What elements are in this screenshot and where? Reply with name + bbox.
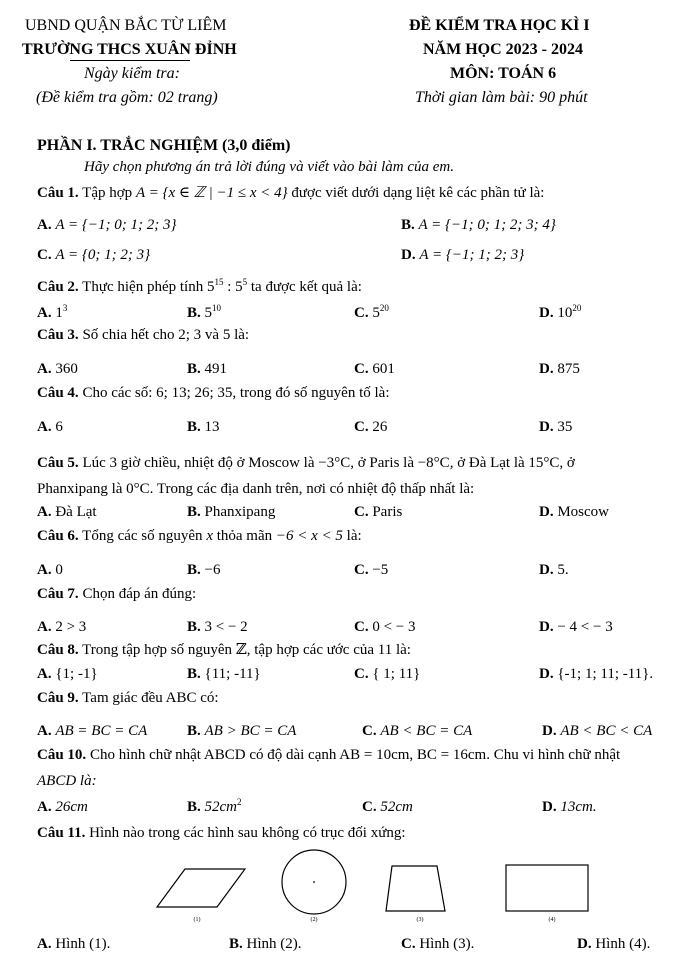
q1-option-d: D. A = {−1; 1; 2; 3} bbox=[401, 247, 525, 263]
q1-option-b: B. A = {−1; 0; 1; 2; 3; 4} bbox=[401, 217, 556, 233]
q6-option-b: B. −6 bbox=[187, 562, 221, 578]
q2-option-c: C. $5^{20}$ bbox=[354, 303, 389, 321]
question-9: Câu 9. Tam giác đều ABC có: bbox=[37, 690, 219, 706]
q11-option-d: D. Hình (4). bbox=[577, 936, 651, 952]
duration: Thời gian làm bài: 90 phút bbox=[415, 89, 588, 106]
q11-option-b: B. Hình (2). bbox=[229, 936, 302, 952]
exam-date: Ngày kiểm tra: bbox=[84, 65, 180, 82]
q10-option-c: C. 52cm bbox=[362, 799, 413, 815]
q11-option-a: A. Hình (1). bbox=[37, 936, 111, 952]
q9-option-c: C. AB < BC = CA bbox=[362, 723, 473, 739]
figure-4-rectangle bbox=[506, 865, 588, 911]
q1-label: Câu 1. bbox=[37, 185, 79, 201]
question-7: Câu 7. Chọn đáp án đúng: bbox=[37, 586, 197, 602]
q10-option-d: D. 13cm. bbox=[542, 799, 597, 815]
q8-option-c: C. { 1; 11} bbox=[354, 666, 421, 682]
q1-option-c: C. A = {0; 1; 2; 3} bbox=[37, 247, 151, 263]
q7-option-a: A. 2 > 3 bbox=[37, 619, 87, 635]
question-8: Câu 8. Trong tập hợp số nguyên ℤ, tập hợp các ước của 11 là: bbox=[37, 642, 411, 658]
q4-option-d: D. 35 bbox=[539, 419, 573, 435]
figure-4-label: (4) bbox=[548, 917, 556, 923]
q3-option-d: D. 875 bbox=[539, 361, 580, 377]
figure-2-center bbox=[313, 881, 315, 883]
subject: MÔN: TOÁN 6 bbox=[450, 65, 557, 82]
q4-option-b: B. 13 bbox=[187, 419, 220, 435]
school-year: NĂM HỌC 2023 - 2024 bbox=[423, 41, 583, 58]
question-6: Câu 6. Tổng các số nguyên x thỏa mãn −6 < x < 5 là: bbox=[37, 528, 362, 544]
school-name: TRƯỜNG THCS XUÂN ĐỈNH bbox=[22, 41, 237, 58]
q2-option-a: A. $1^3$ bbox=[37, 303, 68, 321]
figure-3-trapezoid bbox=[386, 866, 445, 911]
q3-option-c: C. 601 bbox=[354, 361, 395, 377]
page-count-note: (Đề kiểm tra gồm: 02 trang) bbox=[36, 89, 218, 106]
question-10-line2: ABCD là: bbox=[37, 773, 97, 789]
q6-option-a: A. 0 bbox=[37, 562, 63, 578]
figure-2-label: (2) bbox=[310, 917, 318, 923]
q2-option-d: D. $10^{20}$ bbox=[539, 303, 582, 321]
q3-option-a: A. 360 bbox=[37, 361, 78, 377]
question-11: Câu 11. Hình nào trong các hình sau không có trục đối xứng: bbox=[37, 825, 406, 841]
school-district: UBND QUẬN BẮC TỪ LIÊM bbox=[25, 17, 227, 34]
q6-option-d: D. 5. bbox=[539, 562, 569, 578]
figure-3-label: (3) bbox=[416, 917, 424, 923]
exam-title: ĐỀ KIỂM TRA HỌC KÌ I bbox=[409, 17, 590, 34]
q8-option-b: B. {11; -11} bbox=[187, 666, 261, 682]
q5-option-c: C. Paris bbox=[354, 504, 403, 520]
q9-option-a: A. AB = BC = CA bbox=[37, 723, 148, 739]
question-5-line2: Phanxipang là 0°C. Trong các địa danh trên, nơi có nhiệt độ thấp nhất là: bbox=[37, 481, 475, 497]
q7-option-c: C. 0 < − 3 bbox=[354, 619, 416, 635]
question-3: Câu 3. Số chia hết cho 2; 3 và 5 là: bbox=[37, 327, 250, 343]
q5-option-d: D. Moscow bbox=[539, 504, 610, 520]
part-title: PHẦN I. TRẮC NGHIỆM (3,0 điểm) bbox=[37, 137, 291, 154]
question-4: Câu 4. Cho các số: 6; 13; 26; 35, trong đó số nguyên tố là: bbox=[37, 385, 390, 401]
question-1 bbox=[37, 184, 544, 202]
part-instruction: Hãy chọn phương án trả lời đúng và viết vào bài làm của em. bbox=[84, 159, 454, 175]
q10-option-b: B. $52cm^2$ bbox=[187, 797, 242, 815]
q8-option-a: A. {1; -1} bbox=[37, 666, 98, 682]
figure-1-label: (1) bbox=[193, 917, 201, 923]
question-5-line1: Câu 5. Lúc 3 giờ chiều, nhiệt độ ở Moscow là −3°C, ở Paris là −8°C, ở Đà Lạt là 15°C, ở bbox=[37, 455, 575, 471]
q3-option-b: B. 491 bbox=[187, 361, 228, 377]
q10-option-a: A. 26cm bbox=[37, 799, 88, 815]
q2-option-b: B. $5^{10}$ bbox=[187, 303, 222, 321]
q7-option-d: D. − 4 < − 3 bbox=[539, 619, 613, 635]
q5-option-b: B. Phanxipang bbox=[187, 504, 276, 520]
q7-option-b: B. 3 < − 2 bbox=[187, 619, 248, 635]
q6-option-c: C. −5 bbox=[354, 562, 389, 578]
q4-option-c: C. 26 bbox=[354, 419, 388, 435]
q1-text-a: Tập hợp bbox=[82, 185, 133, 201]
q9-option-b: B. AB > BC = CA bbox=[187, 723, 297, 739]
question-10-line1: Câu 10. Cho hình chữ nhật ABCD có độ dài cạnh AB = 10cm, BC = 16cm. Chu vi hình chữ nhật bbox=[37, 747, 621, 763]
q11-option-c: C. Hình (3). bbox=[401, 936, 475, 952]
q5-option-a: A. Đà Lạt bbox=[37, 504, 97, 520]
q8-option-d: D. {-1; 1; 11; -11}. bbox=[539, 666, 654, 682]
header-underline bbox=[70, 60, 190, 61]
q9-option-d: D. AB < BC < CA bbox=[542, 723, 653, 739]
q11-figures bbox=[0, 845, 700, 927]
q4-option-a: A. 6 bbox=[37, 419, 63, 435]
figure-1-parallelogram bbox=[157, 869, 245, 907]
question-2: Câu 2. Thực hiện phép tính $5^{15}$ : $5^5$ ta được kết quả là: bbox=[37, 277, 362, 295]
q1-set: A = {x ∈ ℤ | −1 ≤ x < 4} bbox=[135, 185, 288, 201]
q1-text-b: được viết dưới dạng liệt kê các phần tử là: bbox=[291, 185, 545, 201]
q1-option-a: A. A = {−1; 0; 1; 2; 3} bbox=[37, 217, 177, 233]
